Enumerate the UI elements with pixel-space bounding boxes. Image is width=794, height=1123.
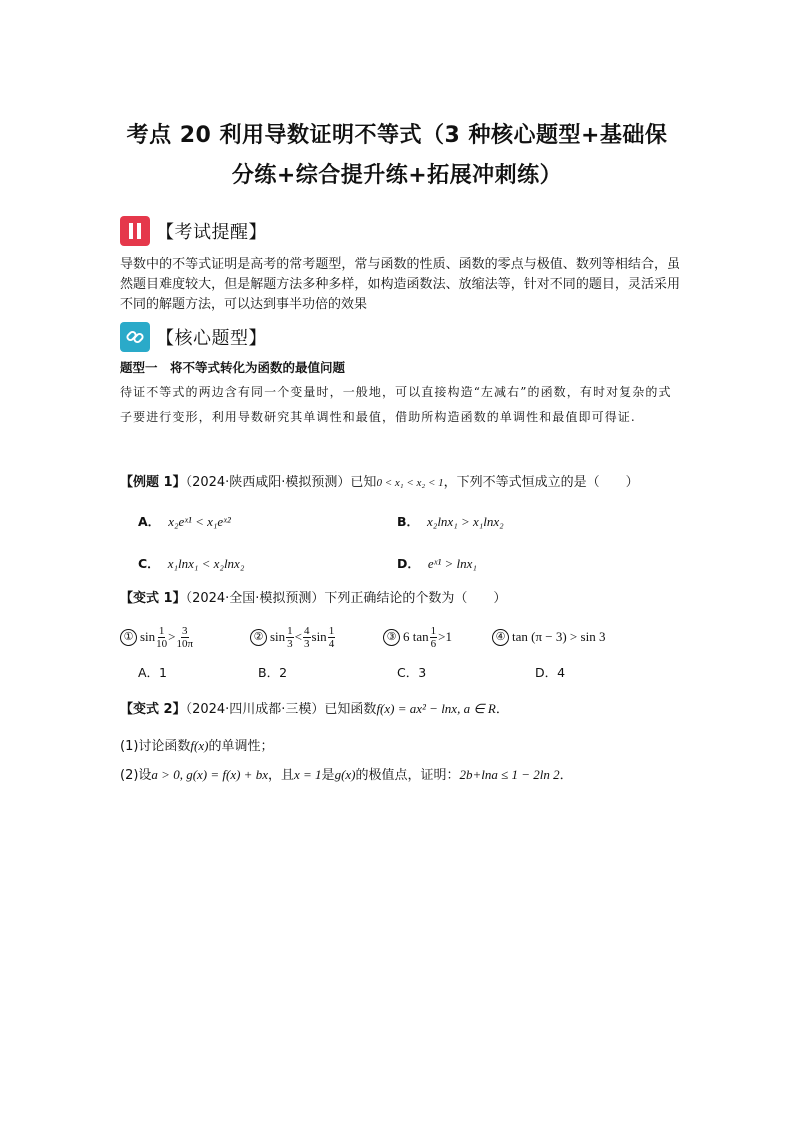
variant2-text: （2024·四川成都·三模）已知函数	[185, 702, 377, 717]
section-core-title: 【核心题型】	[156, 328, 267, 349]
variant1-option-a[interactable]: A．1	[138, 665, 168, 680]
variant1-option-c[interactable]: C．3	[397, 665, 427, 680]
type1-title: 题型一 将不等式转化为函数的最值问题	[120, 360, 346, 375]
page-title-line1: 考点 20 利用导数证明不等式（3 种核心题型+基础保	[126, 123, 668, 148]
example1-stem	[120, 473, 639, 493]
pause-icon	[120, 216, 150, 246]
type1-description: 待证不等式的两边含有同一个变量时，一般地，可以直接构造“左减右”的函数，有时对复杂的式子要进行变形，利用导数研究其单调性和最值，借助所构造函数的单调性和最值即可得证.	[120, 385, 672, 424]
example1-option-d[interactable]: D． eˣ¹ > lnx₁	[397, 556, 477, 571]
page-title	[60, 116, 734, 196]
example1-option-a[interactable]: A． x₂eˣ¹ < x₁eˣ²	[138, 514, 231, 529]
variant2-stem: 【变式 2】（2024·四川成都·三模）已知函数f(x) = ax² − lnx, a ∈ R．	[120, 701, 509, 717]
section-reminder-title: 【考试提醒】	[156, 222, 267, 243]
variant2-q1: (1)讨论函数f(x)的单调性；	[120, 738, 274, 754]
link-icon	[120, 322, 150, 352]
variant1-stem	[120, 589, 506, 609]
example1-option-b[interactable]: B． x₂lnx₁ > x₁lnx₂	[397, 514, 504, 529]
section-reminder-header	[120, 215, 267, 247]
variant1-statement-3: ③ 6 tan $\frac{1}{6}$ >1	[383, 620, 452, 654]
example1-option-c[interactable]: C． x₁lnx₁ < x₂lnx₂	[138, 556, 245, 571]
variant2-func: f(x) = ax² − lnx, a ∈ R	[376, 701, 496, 716]
variant1-option-b[interactable]: B．2	[258, 665, 288, 680]
reminder-text: 导数中的不等式证明是高考的常考题型，常与函数的性质、函数的零点与极值、数列等相结合，虽然题目难度较大，但是解题方法多种多样，如构造函数法、放缩法等，针对不同的题目，灵活采用不同的解题方法，可以达到事半功倍的效果	[120, 257, 680, 312]
example1-question: ，下列不等式恒成立的是（ ）	[443, 475, 639, 490]
variant1-statement-4: ④ tan (π − 3) > sin 3	[492, 620, 605, 654]
variant1-tag: 【变式 1】	[120, 591, 186, 606]
variant2-q2: (2)设a > 0, g(x) = f(x) + bx，且x = 1是g(x)的极值点，证明：2b+lna ≤ 1 − 2ln 2．	[120, 767, 573, 783]
variant1-text: （2024·全国·模拟预测）下列正确结论的个数为（ ）	[185, 591, 507, 606]
variant1-statement-1: ① sin $\frac{1}{10}$ > $\frac{3}{10\pi}$	[120, 620, 194, 654]
example1-tag: 【例题 1】	[120, 475, 186, 490]
example1-source: （2024·陕西咸阳·模拟预测）已知	[185, 475, 377, 490]
variant1-statement-2: ② sin $\frac{1}{3}$ < $\frac{4}{3}$ sin $\frac{1}{4}$	[250, 620, 336, 654]
variant2-tag: 【变式 2】	[120, 702, 186, 717]
page-title-line2: 分练+综合提升练+拓展冲刺练）	[231, 163, 563, 188]
variant1-option-d[interactable]: D．4	[535, 665, 566, 680]
example1-condition: 0 < x₁ < x₂ < 1	[376, 477, 444, 489]
section-core-header	[120, 321, 267, 353]
